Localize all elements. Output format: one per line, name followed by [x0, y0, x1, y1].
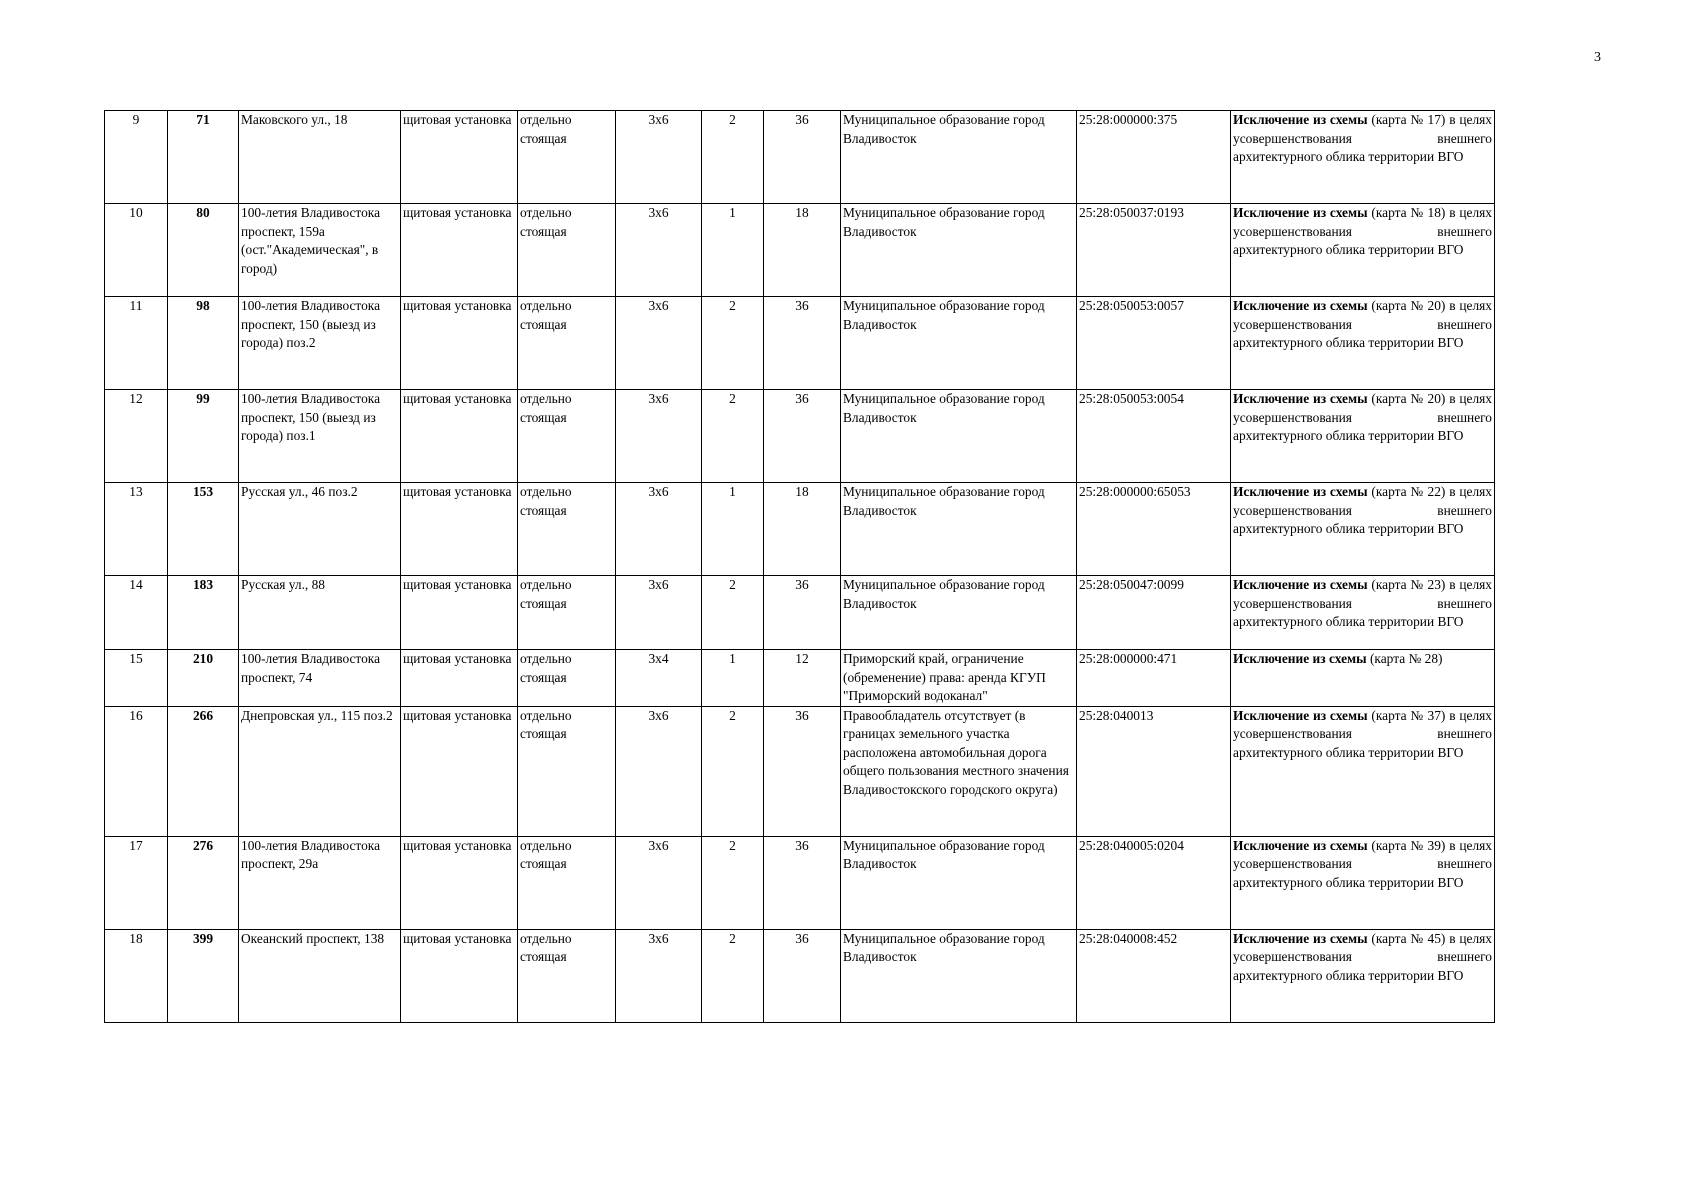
sides-cell: 2	[702, 576, 764, 650]
table-row	[105, 836, 1495, 929]
row-index-cell: 11	[105, 297, 168, 390]
owner-cell: Муниципальное образование город Владивосток	[841, 929, 1077, 1022]
structure-number-cell: 399	[168, 929, 239, 1022]
sides-cell: 1	[702, 650, 764, 707]
note-cell	[1231, 297, 1495, 390]
table-row	[105, 483, 1495, 576]
note-bold-text: Исключение из схемы	[1233, 837, 1368, 853]
structure-number-cell: 98	[168, 297, 239, 390]
structure-type-cell: щитовая установка	[401, 483, 518, 576]
address-cell: Маковского ул., 18	[239, 111, 401, 204]
table-row	[105, 576, 1495, 650]
note-cell	[1231, 929, 1495, 1022]
cadastral-number-cell: 25:28:050053:0057	[1077, 297, 1231, 390]
cadastral-number-cell: 25:28:050047:0099	[1077, 576, 1231, 650]
note-text: (карта № 20) в целях усовершенствования внешнего архитектурного облика территории ВГО	[1233, 391, 1492, 443]
structure-type-cell: щитовая установка	[401, 111, 518, 204]
row-index-cell: 14	[105, 576, 168, 650]
note-bold-text: Исключение из схемы	[1233, 930, 1368, 946]
table-row	[105, 390, 1495, 483]
structure-type-cell: щитовая установка	[401, 297, 518, 390]
table-row	[105, 297, 1495, 390]
cadastral-number-cell: 25:28:000000:471	[1077, 650, 1231, 707]
placement-cell: отдельно стоящая	[518, 650, 616, 707]
size-cell: 3х4	[616, 650, 702, 707]
area-cell: 36	[764, 706, 841, 836]
placement-cell: отдельно стоящая	[518, 111, 616, 204]
structure-number-cell: 99	[168, 390, 239, 483]
owner-cell: Муниципальное образование город Владивосток	[841, 111, 1077, 204]
note-text: (карта № 45) в целях усовершенствования внешнего архитектурного облика территории ВГО	[1233, 930, 1492, 983]
cadastral-number-cell: 25:28:000000:65053	[1077, 483, 1231, 576]
address-cell: Русская ул., 46 поз.2	[239, 483, 401, 576]
sides-cell: 1	[702, 204, 764, 297]
area-cell: 36	[764, 836, 841, 929]
row-index-cell: 15	[105, 650, 168, 707]
structure-number-cell: 153	[168, 483, 239, 576]
structure-number-cell: 80	[168, 204, 239, 297]
address-cell: Русская ул., 88	[239, 576, 401, 650]
note-cell	[1231, 204, 1495, 297]
note-text: (карта № 20) в целях усовершенствования внешнего архитектурного облика территории ВГО	[1233, 298, 1492, 350]
owner-cell: Правообладатель отсутствует (в границах земельного участка расположена автомобильная дорога общего пользования местного значения Владивостокского городского округа)	[841, 706, 1077, 836]
size-cell: 3х6	[616, 836, 702, 929]
cadastral-number-cell: 25:28:040013	[1077, 706, 1231, 836]
owner-cell: Муниципальное образование город Владивосток	[841, 836, 1077, 929]
note-cell	[1231, 650, 1495, 707]
note-cell	[1231, 483, 1495, 576]
owner-cell: Приморский край, ограничение (обременение) права: аренда КГУП "Приморский водоканал"	[841, 650, 1077, 707]
note-bold-text: Исключение из схемы	[1233, 484, 1368, 499]
table-row	[105, 204, 1495, 297]
structure-number-cell: 71	[168, 111, 239, 204]
size-cell: 3х6	[616, 483, 702, 576]
note-text: (карта № 39) в целях усовершенствования внешнего архитектурного облика территории ВГО	[1233, 837, 1492, 890]
size-cell: 3х6	[616, 706, 702, 836]
table-row	[105, 650, 1495, 707]
row-index-cell: 10	[105, 204, 168, 297]
area-cell: 18	[764, 204, 841, 297]
structure-type-cell: щитовая установка	[401, 576, 518, 650]
cadastral-number-cell: 25:28:050053:0054	[1077, 390, 1231, 483]
note-cell	[1231, 576, 1495, 650]
row-index-cell: 16	[105, 706, 168, 836]
note-bold-text: Исключение из схемы	[1233, 112, 1368, 127]
note-cell	[1231, 836, 1495, 929]
note-bold-text: Исключение из схемы	[1233, 707, 1368, 723]
structure-type-cell: щитовая установка	[401, 836, 518, 929]
placement-cell: отдельно стоящая	[518, 929, 616, 1022]
size-cell: 3х6	[616, 576, 702, 650]
area-cell: 36	[764, 297, 841, 390]
note-bold-text: Исключение из схемы	[1233, 577, 1368, 592]
sides-cell: 2	[702, 929, 764, 1022]
placement-cell: отдельно стоящая	[518, 390, 616, 483]
note-bold-text: Исключение из схемы	[1233, 391, 1368, 406]
structure-number-cell: 276	[168, 836, 239, 929]
size-cell: 3х6	[616, 390, 702, 483]
area-cell: 36	[764, 111, 841, 204]
area-cell: 18	[764, 483, 841, 576]
size-cell: 3х6	[616, 297, 702, 390]
cadastral-number-cell: 25:28:000000:375	[1077, 111, 1231, 204]
note-text: (карта № 22) в целях усовершенствования внешнего архитектурного облика территории ВГО	[1233, 484, 1492, 536]
note-text: (карта № 18) в целях усовершенствования внешнего архитектурного облика территории ВГО	[1233, 205, 1492, 257]
sides-cell: 2	[702, 706, 764, 836]
row-index-cell: 13	[105, 483, 168, 576]
address-cell: 100-летия Владивостока проспект, 29а	[239, 836, 401, 929]
address-cell: Днепровская ул., 115 поз.2	[239, 706, 401, 836]
address-cell: 100-летия Владивостока проспект, 150 (выезд из города) поз.2	[239, 297, 401, 390]
address-cell: 100-летия Владивостока проспект, 74	[239, 650, 401, 707]
page-number: 3	[1594, 50, 1601, 65]
note-text: (карта № 28)	[1366, 651, 1443, 666]
area-cell: 12	[764, 650, 841, 707]
structure-number-cell: 266	[168, 706, 239, 836]
note-bold-text: Исключение из схемы	[1233, 651, 1367, 666]
sides-cell: 2	[702, 297, 764, 390]
note-cell	[1231, 390, 1495, 483]
row-index-cell: 12	[105, 390, 168, 483]
placement-cell: отдельно стоящая	[518, 483, 616, 576]
row-index-cell: 18	[105, 929, 168, 1022]
note-text: (карта № 37) в целях усовершенствования внешнего архитектурного облика территории ВГО	[1233, 707, 1492, 760]
sides-cell: 2	[702, 111, 764, 204]
structure-type-cell: щитовая установка	[401, 204, 518, 297]
placement-cell: отдельно стоящая	[518, 836, 616, 929]
table-row	[105, 111, 1495, 204]
owner-cell: Муниципальное образование город Владивосток	[841, 576, 1077, 650]
sides-cell: 1	[702, 483, 764, 576]
structure-type-cell: щитовая установка	[401, 706, 518, 836]
placement-cell: отдельно стоящая	[518, 576, 616, 650]
table-body	[105, 111, 1495, 1023]
sides-cell: 2	[702, 836, 764, 929]
cadastral-number-cell: 25:28:050037:0193	[1077, 204, 1231, 297]
row-index-cell: 9	[105, 111, 168, 204]
sides-cell: 2	[702, 390, 764, 483]
structure-type-cell: щитовая установка	[401, 390, 518, 483]
note-text: (карта № 23) в целях усовершенствования внешнего архитектурного облика территории ВГО	[1233, 577, 1492, 629]
owner-cell: Муниципальное образование город Владивосток	[841, 390, 1077, 483]
size-cell: 3х6	[616, 929, 702, 1022]
owner-cell: Муниципальное образование город Владивосток	[841, 297, 1077, 390]
cadastral-number-cell: 25:28:040008:452	[1077, 929, 1231, 1022]
owner-cell: Муниципальное образование город Владивосток	[841, 204, 1077, 297]
address-cell: Океанский проспект, 138	[239, 929, 401, 1022]
owner-cell: Муниципальное образование город Владивосток	[841, 483, 1077, 576]
note-bold-text: Исключение из схемы	[1233, 205, 1368, 220]
area-cell: 36	[764, 929, 841, 1022]
area-cell: 36	[764, 576, 841, 650]
note-cell	[1231, 111, 1495, 204]
structure-type-cell: щитовая установка	[401, 650, 518, 707]
structure-type-cell: щитовая установка	[401, 929, 518, 1022]
row-index-cell: 17	[105, 836, 168, 929]
placement-cell: отдельно стоящая	[518, 297, 616, 390]
note-bold-text: Исключение из схемы	[1233, 298, 1368, 313]
cadastral-number-cell: 25:28:040005:0204	[1077, 836, 1231, 929]
size-cell: 3х6	[616, 111, 702, 204]
structure-number-cell: 210	[168, 650, 239, 707]
advertising-structures-table	[104, 110, 1495, 1023]
size-cell: 3х6	[616, 204, 702, 297]
placement-cell: отдельно стоящая	[518, 706, 616, 836]
note-text: (карта № 17) в целях усовершенствования внешнего архитектурного облика территории ВГО	[1233, 112, 1492, 164]
table-row	[105, 706, 1495, 836]
placement-cell: отдельно стоящая	[518, 204, 616, 297]
note-cell	[1231, 706, 1495, 836]
address-cell: 100-летия Владивостока проспект, 150 (выезд из города) поз.1	[239, 390, 401, 483]
structure-number-cell: 183	[168, 576, 239, 650]
area-cell: 36	[764, 390, 841, 483]
address-cell: 100-летия Владивостока проспект, 159а (ост."Академическая", в город)	[239, 204, 401, 297]
table-row	[105, 929, 1495, 1022]
